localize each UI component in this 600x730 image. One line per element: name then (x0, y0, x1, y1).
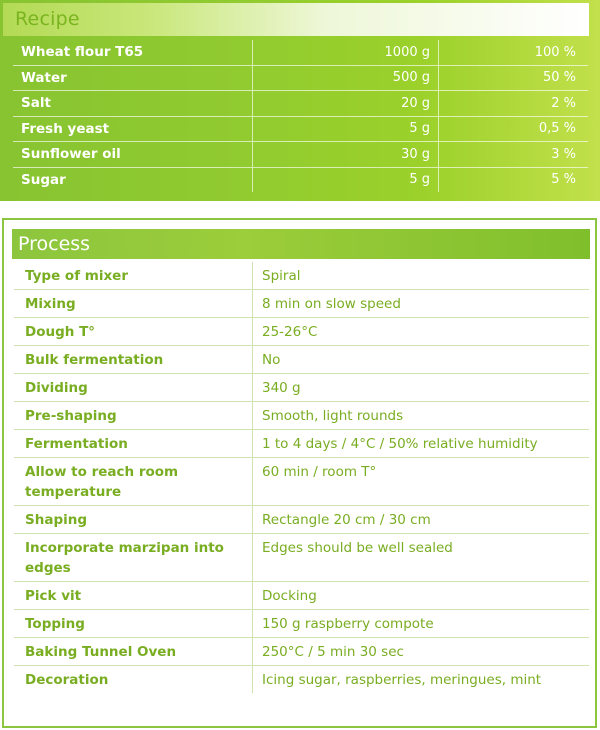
ingredient-percent: 3 % (551, 146, 576, 162)
process-value: Icing sugar, raspberries, meringues, mint (262, 672, 542, 688)
ingredient-quantity: 5 g (253, 168, 439, 193)
process-header (12, 229, 590, 259)
process-row (14, 457, 589, 505)
process-step: Pick vit (14, 582, 253, 609)
ingredient-percent: 2 % (551, 95, 576, 111)
process-row (14, 289, 589, 317)
ingredient-quantity: 5 g (253, 117, 439, 142)
ingredient-percent: 0,5 % (538, 121, 576, 137)
process-row (14, 581, 589, 609)
process-table (14, 262, 589, 693)
ingredient-quantity: 20 g (253, 91, 439, 116)
process-step: Mixing (14, 290, 253, 317)
recipe-row (13, 65, 588, 91)
process-panel (2, 218, 597, 728)
process-value: 150 g raspberry compote (262, 616, 434, 632)
process-value: Spiral (262, 268, 301, 284)
recipe-row (13, 116, 588, 142)
ingredient-name: Sunflower oil (13, 142, 253, 167)
process-value: Edges should be well sealed (262, 540, 453, 556)
process-value: 8 min on slow speed (262, 296, 401, 312)
process-row (14, 401, 589, 429)
process-title: Process (18, 233, 91, 255)
ingredient-quantity: 30 g (253, 142, 439, 167)
process-step: Topping (14, 610, 253, 637)
process-row (14, 345, 589, 373)
ingredient-name: Salt (13, 91, 253, 116)
process-row (14, 665, 589, 693)
recipe-row (13, 40, 588, 65)
ingredient-percent: 100 % (534, 44, 576, 60)
ingredient-name: Water (13, 66, 253, 91)
ingredient-name: Fresh yeast (13, 117, 253, 142)
ingredient-name: Wheat flour T65 (13, 40, 253, 65)
ingredient-percent: 5 % (551, 172, 576, 188)
process-row (14, 262, 589, 289)
process-step: Type of mixer (14, 262, 253, 289)
process-value: 250°C / 5 min 30 sec (262, 644, 404, 660)
process-value: Smooth, light rounds (262, 408, 404, 424)
process-step: Pre-shaping (14, 402, 253, 429)
process-step: Dividing (14, 374, 253, 401)
process-step: Baking Tunnel Oven (14, 638, 253, 665)
process-row (14, 317, 589, 345)
process-step: Dough T° (14, 318, 253, 345)
recipe-row (13, 90, 588, 116)
process-row (14, 373, 589, 401)
process-value: No (262, 352, 281, 368)
process-step: Incorporate marzipan into edges (14, 534, 253, 581)
recipe-row (13, 141, 588, 167)
process-value: 25-26°C (262, 324, 318, 340)
recipe-table (13, 40, 588, 192)
process-row (14, 533, 589, 581)
ingredient-quantity: 500 g (253, 66, 439, 91)
process-step: Shaping (14, 506, 253, 533)
process-row (14, 429, 589, 457)
process-value: Docking (262, 588, 317, 604)
recipe-title: Recipe (15, 8, 80, 30)
process-step: Fermentation (14, 430, 253, 457)
recipe-panel (0, 0, 600, 201)
process-row (14, 637, 589, 665)
process-value: 1 to 4 days / 4°C / 50% relative humidity (262, 436, 538, 452)
process-step: Bulk fermentation (14, 346, 253, 373)
ingredient-percent: 50 % (542, 70, 576, 86)
process-step: Decoration (14, 666, 253, 693)
process-value: Rectangle 20 cm / 30 cm (262, 512, 431, 528)
process-step: Allow to reach room temperature (14, 458, 253, 505)
recipe-row (13, 167, 588, 193)
process-value: 340 g (262, 380, 301, 396)
ingredient-name: Sugar (13, 168, 253, 193)
process-value: 60 min / room T° (262, 464, 377, 480)
ingredient-quantity: 1000 g (253, 40, 439, 65)
recipe-header (3, 3, 589, 36)
process-row (14, 609, 589, 637)
process-row (14, 505, 589, 533)
